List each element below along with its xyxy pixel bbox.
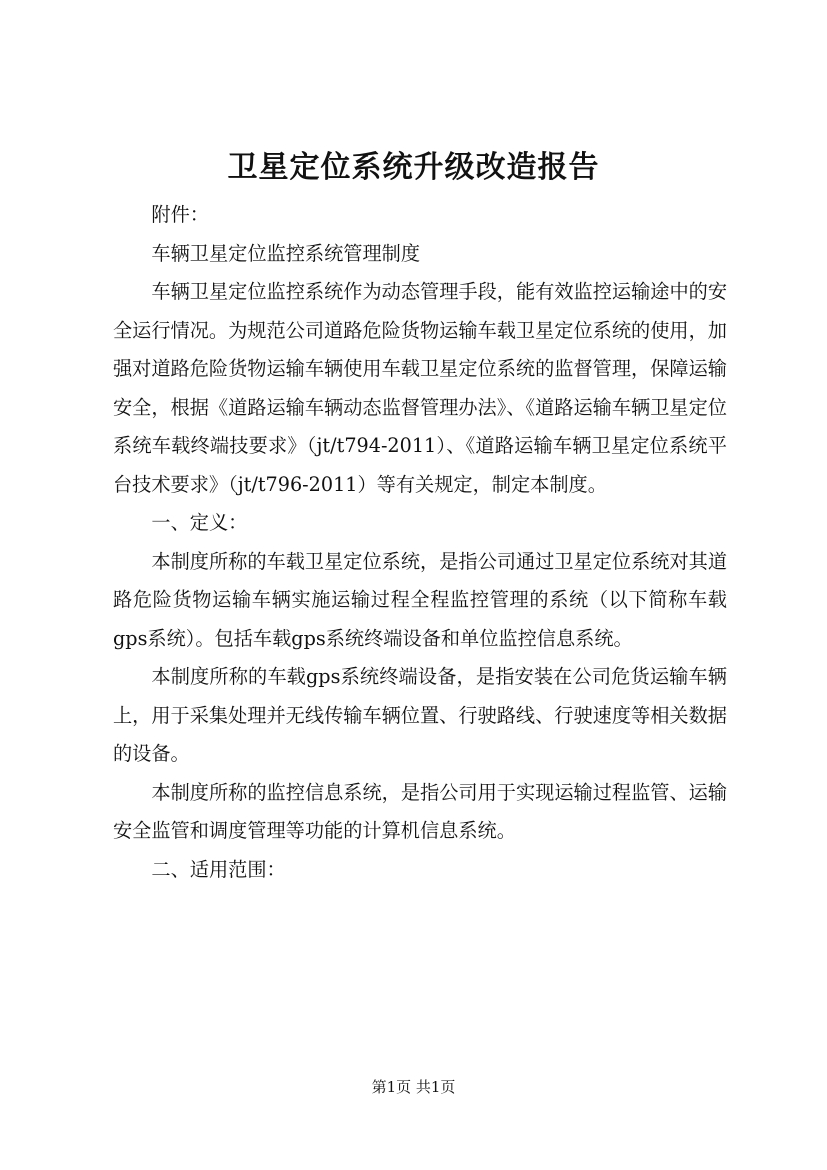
section-heading-definition: 一、定义： (151, 511, 248, 534)
body-paragraph: 车辆卫星定位监控系统作为动态管理手段，能有效监控运输途中的安全运行情况。为规范公司道路危险货物运输车载卫星定位系统的使用，加强对道路危险货物运输车辆使用车载卫星定位系统的监督管理，保障运输安全，根据《道路运输车辆动态监督管理办法》、《道路运输车辆卫星定位系统车载终端技要求》（jt/t794-2011）、《道路运输车辆卫星定位系统平台技术要求》（jt/t796-2011）等有关规定，制定本制度。 (113, 280, 728, 496)
regulation-heading: 车辆卫星定位监控系统管理制度 (151, 241, 421, 265)
document-title: 卫星定位系统升级改造报告 (227, 150, 600, 185)
page-footer: 第1页 共1页 (371, 1078, 456, 1096)
document-body (113, 196, 727, 889)
attachment-label: 附件： (151, 203, 209, 226)
body-paragraph: 本制度所称的车载gps系统终端设备，是指安装在公司危货运输车辆上，用于采集处理并无线传输车辆位置、行驶路线、行驶速度等相关数据的设备。 (113, 665, 727, 765)
body-paragraph: 本制度所称的车载卫星定位系统，是指公司通过卫星定位系统对其道路危险货物运输车辆实施运输过程全程监控管理的系统（以下简称车载gps系统）。包括车载gps系统终端设备和单位监控信息系统。 (113, 549, 728, 650)
body-paragraph: 本制度所称的监控信息系统，是指公司用于实现运输过程监管、运输安全监管和调度管理等功能的计算机信息系统。 (113, 780, 728, 842)
section-heading-scope: 二、适用范围： (151, 857, 286, 881)
